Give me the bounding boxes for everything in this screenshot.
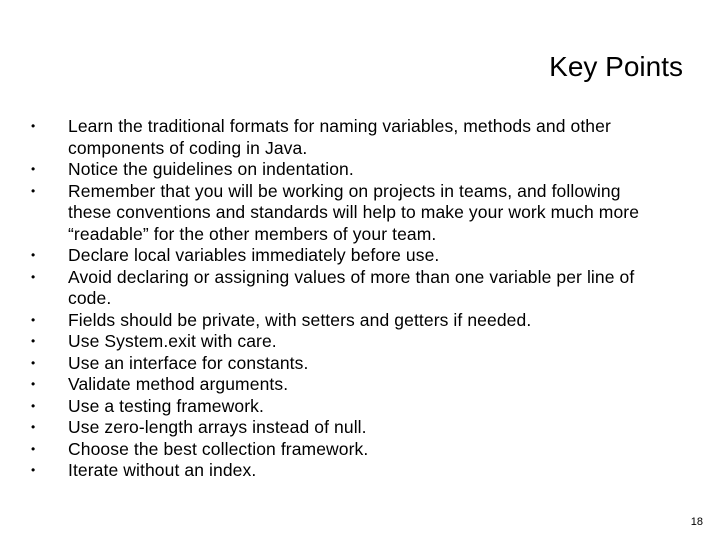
bullet-text: Iterate without an index. <box>68 460 257 480</box>
slide-title: Key Points <box>549 51 683 82</box>
bullet-item <box>0 116 658 159</box>
bullet-item <box>0 159 658 181</box>
bullet-text: Use an interface for constants. <box>68 352 309 373</box>
bullet-icon: • <box>31 248 36 262</box>
bullet-icon: • <box>31 441 36 456</box>
bullet-icon: • <box>31 269 36 284</box>
bullet-item <box>0 245 658 267</box>
bullet-item <box>0 460 658 482</box>
bullet-item <box>0 439 658 461</box>
bullet-icon: • <box>31 377 36 391</box>
bullet-icon: • <box>31 355 36 370</box>
bullet-list <box>0 116 720 482</box>
bullet-icon: • <box>31 183 36 198</box>
bullet-text: Avoid declaring or assigning values of more than one variable per line of code. <box>68 266 635 308</box>
bullet-text: Use a testing framework. <box>68 395 264 416</box>
bullet-icon: • <box>31 463 36 477</box>
bullet-item <box>0 331 658 353</box>
bullet-item <box>0 310 658 332</box>
bullet-text: Validate method arguments. <box>68 374 289 394</box>
bullet-text: Choose the best collection framework. <box>68 438 369 459</box>
bullet-icon: • <box>31 334 36 348</box>
bullet-icon: • <box>31 420 36 434</box>
bullet-item <box>0 353 658 375</box>
bullet-item <box>0 417 658 439</box>
bullet-item <box>0 374 658 396</box>
bullet-text: Learn the traditional formats for naming variables, methods and other components of coding in Java. <box>68 116 611 158</box>
page-number: 18 <box>690 516 703 528</box>
bullet-item <box>0 396 658 418</box>
bullet-text: Notice the guidelines on indentation. <box>68 159 354 179</box>
bullet-text: Use zero-length arrays instead of null. <box>68 417 367 437</box>
bullet-icon: • <box>31 312 36 327</box>
bullet-item <box>0 181 658 246</box>
bullet-icon: • <box>31 119 36 133</box>
bullet-text: Fields should be private, with setters and getters if needed. <box>68 309 532 330</box>
bullet-text: Declare local variables immediately before use. <box>68 245 440 265</box>
bullet-icon: • <box>31 162 36 176</box>
bullet-item <box>0 267 658 310</box>
bullet-icon: • <box>31 398 36 413</box>
bullet-text: Remember that you will be working on projects in teams, and following these conventions and standards will help to make your work much more “readable” for the other members of your team. <box>68 180 640 244</box>
bullet-text: Use System.exit with care. <box>68 331 277 351</box>
